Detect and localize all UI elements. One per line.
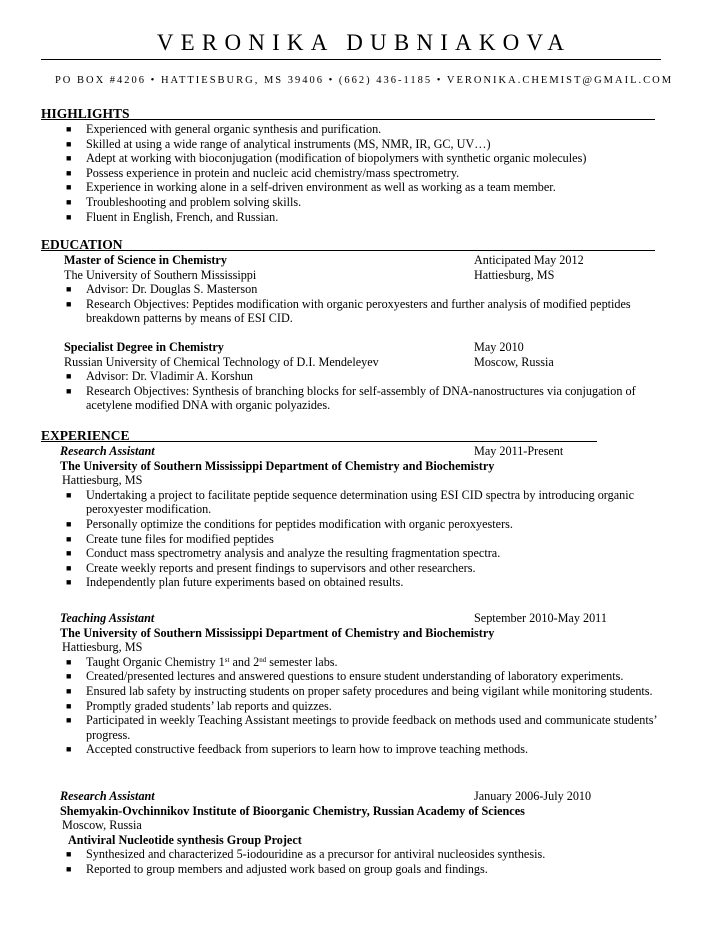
degree-date: Anticipated May 2012 <box>474 253 584 267</box>
list-item: ■ Troubleshooting and problem solving skills. <box>66 194 302 209</box>
list-item: ■ Research Objectives: Peptides modification with organic peroxyesters and further analysis of modified peptides breakdown patterns by means of ESI CID. <box>66 296 631 326</box>
school-location: Hattiesburg, MS <box>474 267 555 282</box>
square-bullet-icon: ■ <box>66 211 72 222</box>
education-heading <box>41 237 655 252</box>
contact-line: PO BOX #4206 • HATTIESBURG, MS 39406 • (662) 436-1185 • VERONIKA.CHEMIST@GMAIL.COM <box>54 75 674 86</box>
highlights-list <box>64 122 664 224</box>
list-item: ■ Skilled at using a wide range of analytical instruments (MS, NMR, IR, GC, UV…) <box>66 136 491 151</box>
list-item: ■ Experienced with general organic synthesis and purification. <box>66 122 382 136</box>
education-details <box>64 282 664 326</box>
employer-name: The University of Southern Mississippi Department of Chemistry and Biochemistry <box>60 458 495 473</box>
job-date: January 2006-July 2010 <box>474 789 592 803</box>
experience-entry-teaching-usm <box>60 611 664 757</box>
square-bullet-icon: ■ <box>66 548 72 559</box>
job-duties <box>60 847 664 876</box>
experience-entry-research-usm <box>60 444 664 590</box>
square-bullet-icon: ■ <box>66 715 72 726</box>
education-details <box>64 369 664 413</box>
job-date: September 2010-May 2011 <box>474 611 607 625</box>
square-bullet-icon: ■ <box>66 656 72 667</box>
square-bullet-icon: ■ <box>66 153 72 164</box>
job-title: Teaching Assistant <box>60 611 155 625</box>
school-name: Russian University of Chemical Technology of D.I. Mendeleyev <box>64 354 379 369</box>
list-item: ■ Fluent in English, French, and Russian. <box>66 209 279 224</box>
section-title: EXPERIENCE <box>41 428 130 443</box>
job-duties <box>60 488 664 590</box>
square-bullet-icon: ■ <box>66 371 72 382</box>
list-item: ■ Personally optimize the conditions for peptides modification with organic peroxyesters. <box>66 516 513 531</box>
highlights-heading <box>41 106 655 121</box>
job-location: Moscow, Russia <box>62 818 142 833</box>
list-item: ■ Created/presented lectures and answered questions to ensure student understanding of laboratory experiments. <box>66 669 624 684</box>
school-name: The University of Southern Mississippi <box>64 267 257 282</box>
square-bullet-icon: ■ <box>66 577 72 588</box>
square-bullet-icon: ■ <box>66 124 72 134</box>
degree-date: May 2010 <box>474 340 524 354</box>
section-rule <box>41 250 655 251</box>
employer-name: Shemyakin-Ovchinnikov Institute of Bioorganic Chemistry, Russian Academy of Sciences <box>60 803 525 818</box>
square-bullet-icon: ■ <box>66 518 72 529</box>
project-title: Antiviral Nucleotide synthesis Group Project <box>68 832 302 847</box>
list-item: ■ Adept at working with bioconjugation (modification of biopolymers with synthetic organic molecules) <box>66 151 587 166</box>
experience-heading <box>41 428 655 443</box>
square-bullet-icon: ■ <box>66 562 72 573</box>
list-item: ■ Undertaking a project to facilitate peptide sequence determination using ESI CID spectra by introducing organic peroxyester modification. <box>66 487 635 517</box>
list-item: ■ Accepted constructive feedback from superiors to learn how to improve teaching methods. <box>66 742 528 757</box>
square-bullet-icon: ■ <box>66 700 72 711</box>
square-bullet-icon: ■ <box>66 533 72 544</box>
square-bullet-icon: ■ <box>66 138 72 149</box>
employer-name: The University of Southern Mississippi Department of Chemistry and Biochemistry <box>60 625 495 640</box>
square-bullet-icon: ■ <box>66 284 72 295</box>
list-item: ■ Participated in weekly Teaching Assistant meetings to provide feedback on methods used and communicate students’ progress. <box>66 713 657 742</box>
list-item: ■ Advisor: Dr. Douglas S. Masterson <box>66 282 258 297</box>
list-item: ■ Research Objectives: Synthesis of branching blocks for self-assembly of DNA-nanostructures via conjugation of acetylene modified DNA with organic polyazides. <box>66 383 636 413</box>
section-rule <box>41 119 655 120</box>
square-bullet-icon: ■ <box>66 298 72 309</box>
degree-title: Master of Science in Chemistry <box>64 253 227 267</box>
highlights-list-block <box>64 122 664 224</box>
list-item: ■ Reported to group members and adjusted work based on group goals and findings. <box>66 861 488 876</box>
list-item: ■ Possess experience in protein and nucleic acid chemistry/mass spectrometry. <box>66 165 460 180</box>
square-bullet-icon: ■ <box>66 196 72 207</box>
job-date: May 2011-Present <box>474 444 564 458</box>
job-location: Hattiesburg, MS <box>62 473 143 488</box>
square-bullet-icon: ■ <box>66 167 72 178</box>
list-item: ■ Independently plan future experiments based on obtained results. <box>66 575 404 590</box>
experience-entry-research-russia <box>60 789 664 877</box>
list-item: ■ Advisor: Dr. Vladimir A. Korshun <box>66 369 254 384</box>
school-location: Moscow, Russia <box>474 354 554 369</box>
list-item: ■ Promptly graded students’ lab reports and quizzes. <box>66 698 332 713</box>
section-title: EDUCATION <box>41 237 123 252</box>
job-location: Hattiesburg, MS <box>62 640 143 655</box>
education-entry-masters <box>64 253 664 326</box>
square-bullet-icon: ■ <box>66 849 72 860</box>
list-item: ■ Synthesized and characterized 5-iodouridine as a precursor for antiviral nucleosides synthesis. <box>66 847 546 862</box>
list-item: ■ Create weekly reports and present findings to supervisors and other researchers. <box>66 560 476 575</box>
education-entry-specialist <box>64 340 664 413</box>
square-bullet-icon: ■ <box>66 744 72 755</box>
list-item: ■ Create tune files for modified peptides <box>66 531 274 546</box>
degree-title: Specialist Degree in Chemistry <box>64 340 224 354</box>
square-bullet-icon: ■ <box>66 489 72 500</box>
list-item: ■ Taught Organic Chemistry 1st and 2nd semester labs. <box>66 654 338 669</box>
list-item: ■ Conduct mass spectrometry analysis and analyze the resulting fragmentation spectra. <box>66 546 501 561</box>
square-bullet-icon: ■ <box>66 182 72 193</box>
square-bullet-icon: ■ <box>66 671 72 682</box>
square-bullet-icon: ■ <box>66 685 72 696</box>
list-item: ■ Experience in working alone in a self-driven environment as well as working as a team member. <box>66 180 556 195</box>
square-bullet-icon: ■ <box>66 863 72 874</box>
candidate-name: VERONIKA DUBNIAKOVA <box>156 30 572 55</box>
name-divider <box>41 59 661 60</box>
job-title: Research Assistant <box>60 444 155 458</box>
section-title: HIGHLIGHTS <box>41 106 130 121</box>
job-duties <box>60 655 664 757</box>
square-bullet-icon: ■ <box>66 385 72 396</box>
job-title: Research Assistant <box>60 789 155 803</box>
list-item: ■ Ensured lab safety by instructing students on proper safety procedures and being vigilant while monitoring students. <box>66 683 653 698</box>
